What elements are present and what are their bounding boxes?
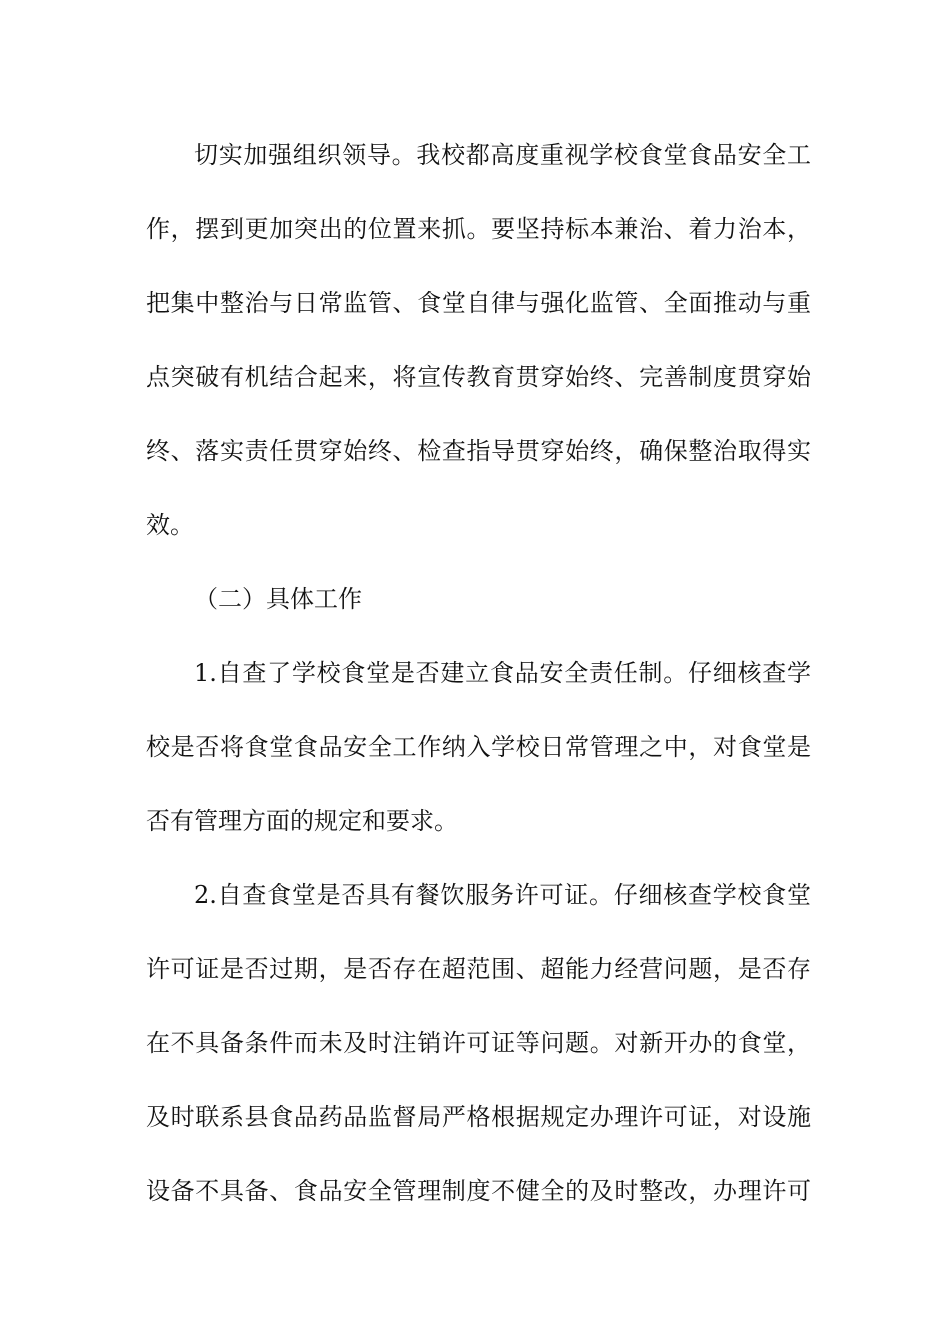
paragraph-1-line-1: 切实加强组织领导。我校都高度重视学校食堂食品安全工	[194, 141, 811, 169]
paragraph-4-line-3: 在不具备条件而未及时注销许可证等问题。对新开办的食堂，	[146, 1029, 811, 1057]
paragraph-3-line-1: 1.自查了学校食堂是否建立食品安全责任制。仔细核查学	[194, 659, 811, 687]
paragraph-1-line-6: 效。	[146, 511, 194, 539]
section-heading: （二）具体工作	[194, 585, 362, 613]
paragraph-4-line-2: 许可证是否过期，是否存在超范围、超能力经营问题，是否存	[146, 955, 811, 983]
paragraph-4-line-4: 及时联系县食品药品监督局严格根据规定办理许可证，对设施	[146, 1103, 811, 1131]
paragraph-1-line-2: 作，摆到更加突出的位置来抓。要坚持标本兼治、着力治本，	[146, 215, 811, 243]
paragraph-3-line-2: 校是否将食堂食品安全工作纳入学校日常管理之中，对食堂是	[146, 733, 811, 761]
paragraph-3-line-3: 否有管理方面的规定和要求。	[146, 807, 458, 835]
paragraph-1-line-4: 点突破有机结合起来，将宣传教育贯穿始终、完善制度贯穿始	[146, 363, 811, 391]
paragraph-4-line-1: 2.自查食堂是否具有餐饮服务许可证。仔细核查学校食堂	[194, 881, 811, 909]
paragraph-1-line-5: 终、落实责任贯穿始终、检查指导贯穿始终，确保整治取得实	[146, 437, 811, 465]
paragraph-1-line-3: 把集中整治与日常监管、食堂自律与强化监管、全面推动与重	[146, 289, 811, 317]
paragraph-4-line-5: 设备不具备、食品安全管理制度不健全的及时整改，办理许可	[146, 1177, 811, 1205]
